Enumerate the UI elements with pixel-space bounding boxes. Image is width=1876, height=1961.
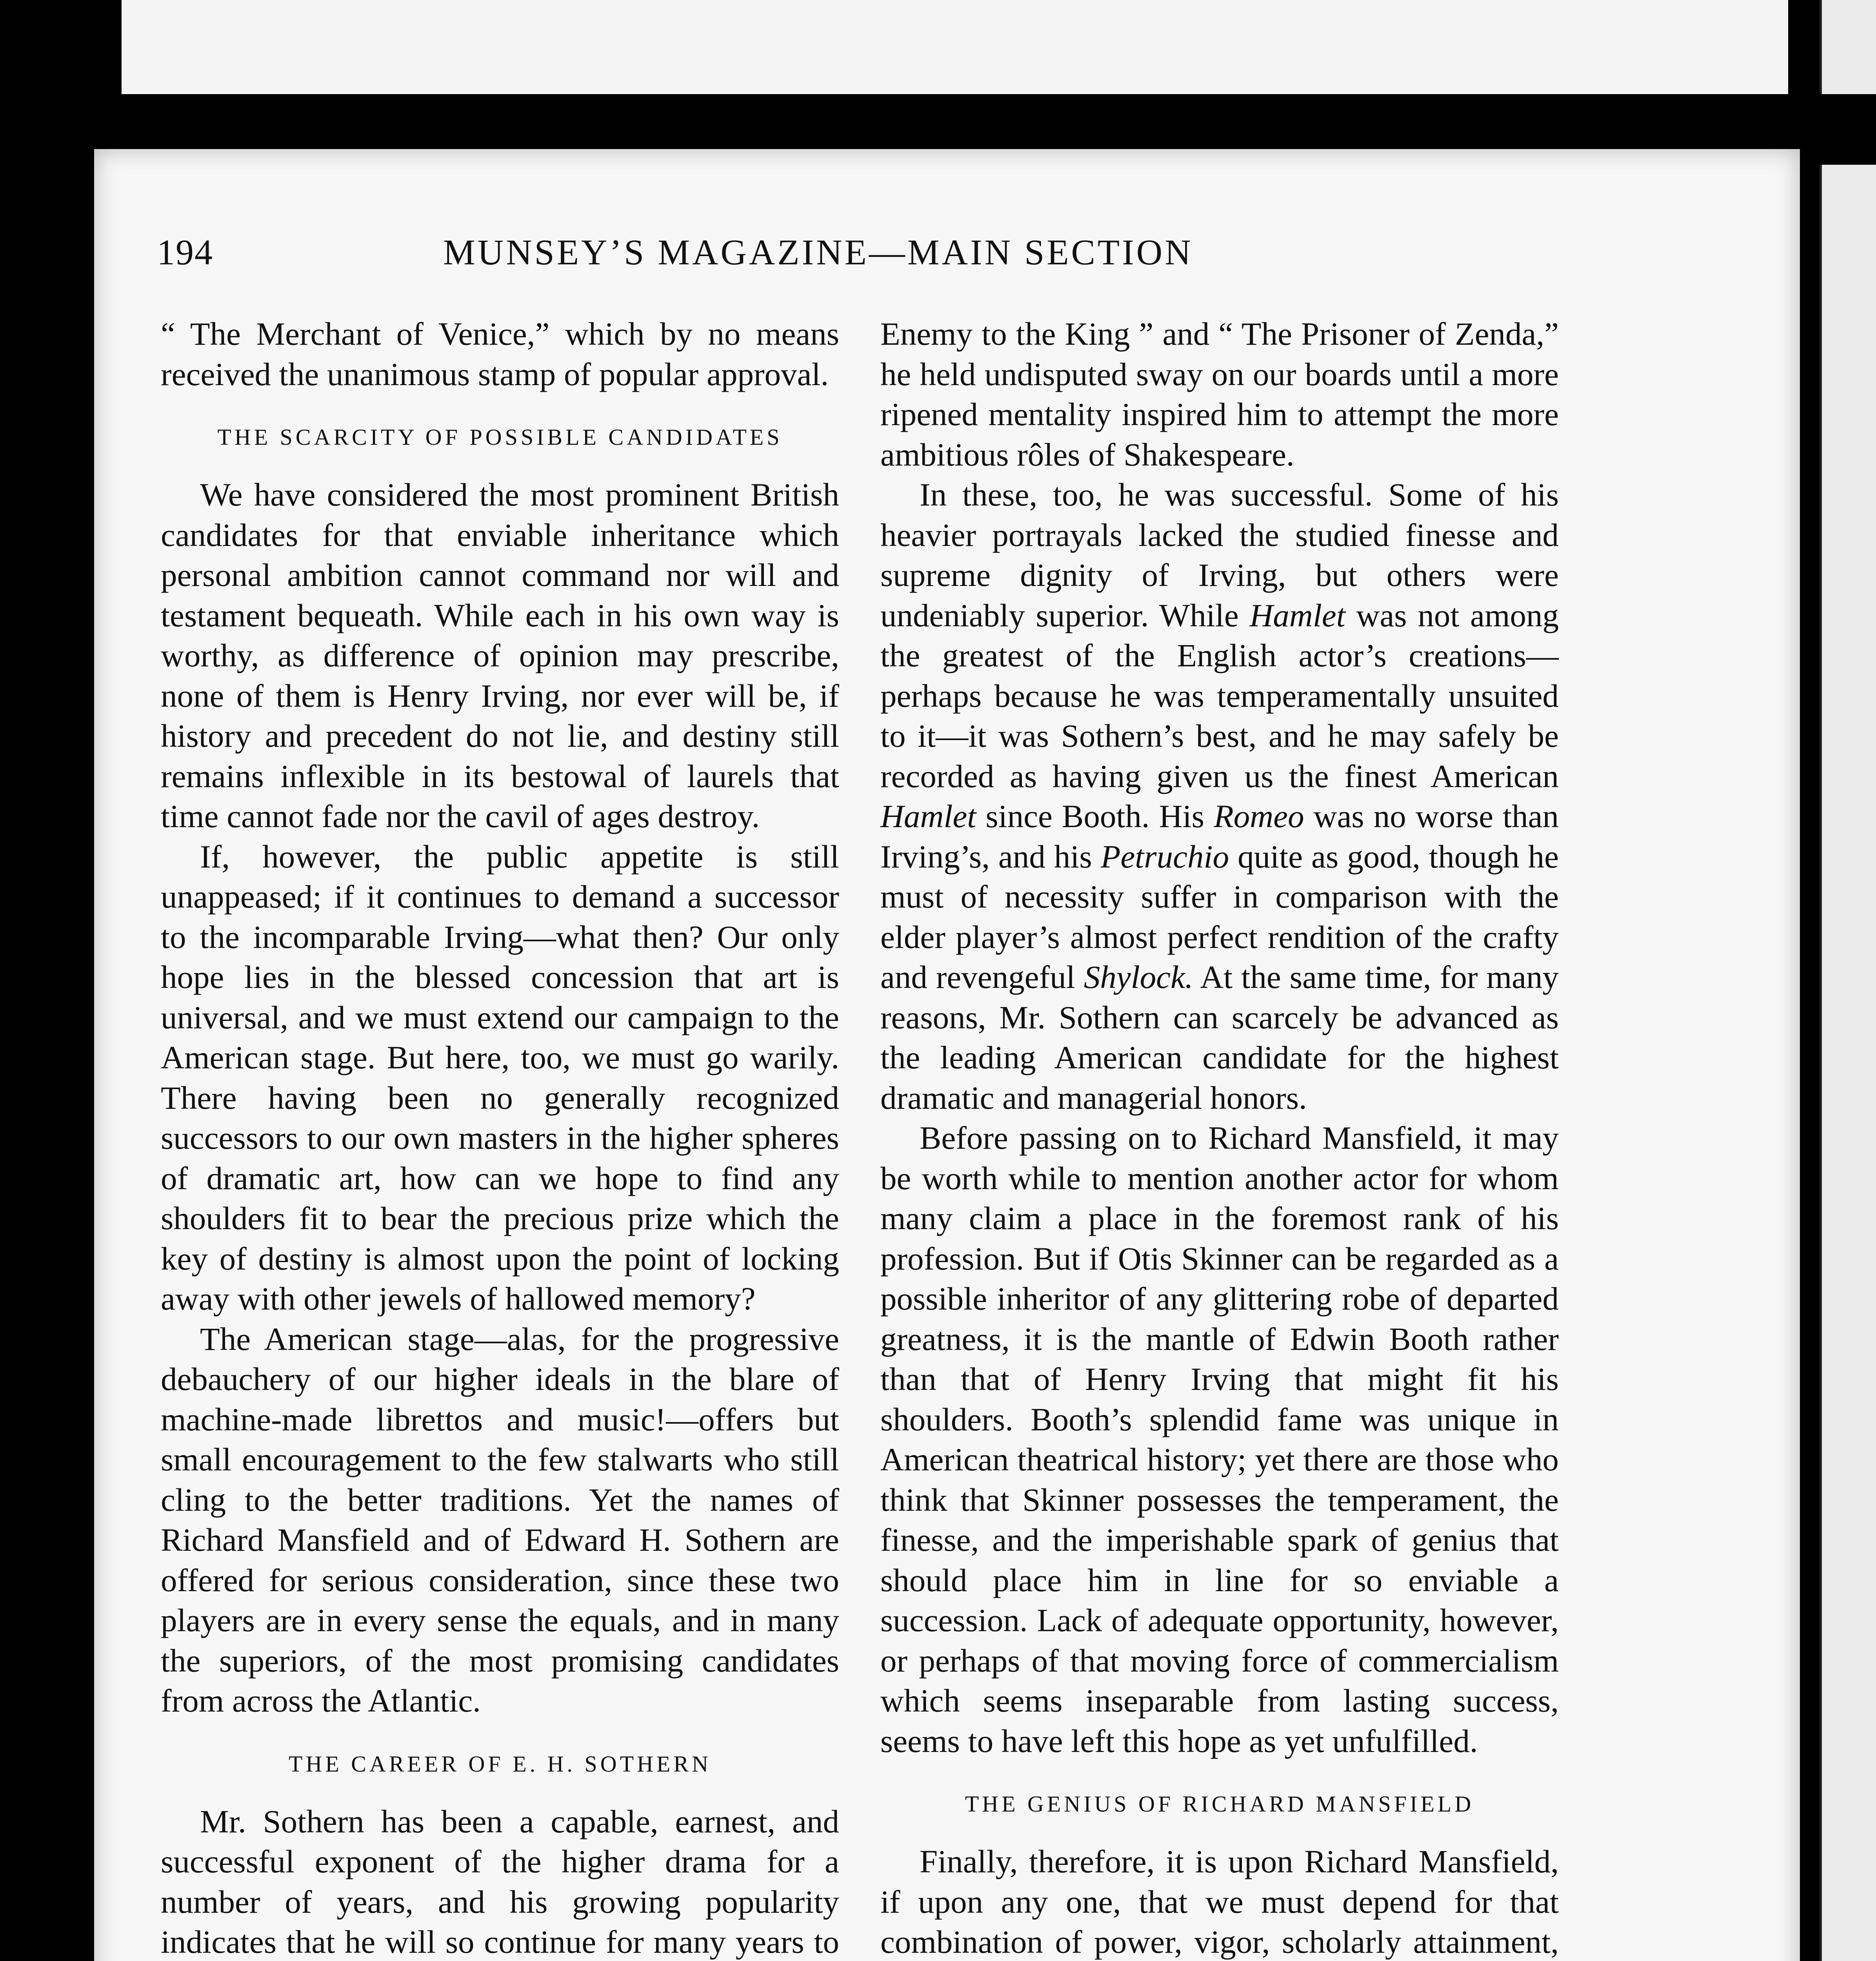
title-petruchio: Petruchio	[1100, 838, 1229, 875]
text-run: was not among the greatest of the English actor’s creations—perhaps because he was temperamentally unsuited to it—it was Sothern’s best, and he may safely be recorded as having given us the finest American	[880, 597, 1559, 794]
text-run: quite as good, though he must of necessity suffer in comparison with the elder player’s almost perfect rendition of the crafty and revengeful	[880, 838, 1559, 995]
section-heading-sothern: THE CAREER OF E. H. SOTHERN	[289, 1751, 711, 1777]
right-column	[880, 314, 1559, 1961]
next-page-edge	[1820, 165, 1876, 1961]
section-heading-scarcity: THE SCARCITY OF POSSIBLE CANDIDATES	[217, 424, 783, 450]
text-run: In these, too, he was successful. Some of his heavier portrayals lacked the studied finesse and supreme dignity of Irving, but others were undeniably superior. While	[880, 477, 1559, 633]
paragraph-intro: “ The Merchant of Venice,” which by no means received the unanimous stamp of popular approval.	[161, 316, 839, 392]
text-run: was no worse than Irving’s, and his	[880, 798, 1559, 875]
section-heading-mansfield: THE GENIUS OF RICHARD MANSFIELD	[965, 1791, 1474, 1817]
paragraph: The American stage—alas, for the progressive debauchery of our higher ideals in the blare of machine-made librettos and music!—offers but small encouragement to the few stalwarts who still cling to the better traditions. Yet the names of Richard Mansfield and of Edward H. Sothern are offered for serious consideration, since these two players are in every sense the equals, and in many the superiors, of the most promising candidates from across the Atlantic.	[161, 1321, 839, 1719]
paragraph-continued: Enemy to the King ” and “ The Prisoner of Zenda,” he held undisputed sway on our boards until a more ripened mentality inspired him to attempt the more ambitious rôles of Shakespeare.	[880, 316, 1559, 473]
page-header	[157, 231, 1294, 282]
left-column	[161, 314, 839, 1961]
title-hamlet: Hamlet	[1249, 597, 1345, 633]
text-run: since Booth. His	[976, 798, 1214, 834]
paragraph: If, however, the public appetite is still unappeased; if it continues to demand a successor to the incomparable Irving—what then? Our only hope lies in the blessed concession that art is universal, and we must extend our campaign to the American stage. But here, too, we must go warily. There having been no generally recognized successors to our own masters in the higher spheres of dramatic art, how can we hope to find any shoulders fit to bear the precious prize which the key of destiny is almost upon the point of locking away with other jewels of hallowed memory?	[161, 838, 839, 1317]
paragraph-sothern-roles	[880, 475, 1559, 1118]
paragraph: We have considered the most prominent British candidates for that enviable inheritance which personal ambition cannot command nor will and testament bequeath. While each in his own way is worthy, as difference of opinion may prescribe, none of them is Henry Irving, nor ever will be, if history and precedent do not lie, and destiny still remains inflexible in its bestowal of laurels that time cannot fade nor the cavil of ages destroy.	[161, 477, 839, 834]
next-page-edge-top	[1820, 0, 1876, 94]
paragraph: Mr. Sothern has been a capable, earnest, and successful exponent of the higher drama for a number of years, and his growing popularity indicates that he will so continue for many years to	[161, 1803, 839, 1960]
previous-page-edge	[122, 0, 1788, 94]
title-shylock: Shylock.	[1083, 959, 1193, 995]
paragraph: Before passing on to Richard Mansfield, it may be worth while to mention another actor for whom many claim a place in the foremost rank of his profession. But if Otis Skinner can be regarded as a possible inheritor of any glittering robe of departed greatness, it is the mantle of Edwin Booth rather than that of Henry Irving that might fit his shoulders. Booth’s splendid fame was unique in American theatrical history; yet there are those who think that Skinner possesses the temperament, the finesse, and the imperishable spark of genius that should place him in line for so enviable a succession. Lack of adequate opportunity, however, or perhaps of that moving force of commercialism which seems inseparable from lasting success, seems to have left this hope as yet unfulfilled.	[880, 1120, 1559, 1759]
title-romeo: Romeo	[1214, 798, 1304, 834]
running-head: MUNSEY’S MAGAZINE—MAIN SECTION	[443, 232, 1193, 272]
page-number: 194	[157, 232, 213, 272]
text-run: At the same time, for many reasons, Mr. Sothern can scarcely be advanced as the leading American candidate for the highest dramatic and managerial honors.	[880, 959, 1559, 1116]
paragraph: Finally, therefore, it is upon Richard Mansfield, if upon any one, that we must depend for that combination of power, vigor, scholarly attainment,	[880, 1843, 1559, 1960]
title-hamlet: Hamlet	[880, 798, 976, 834]
